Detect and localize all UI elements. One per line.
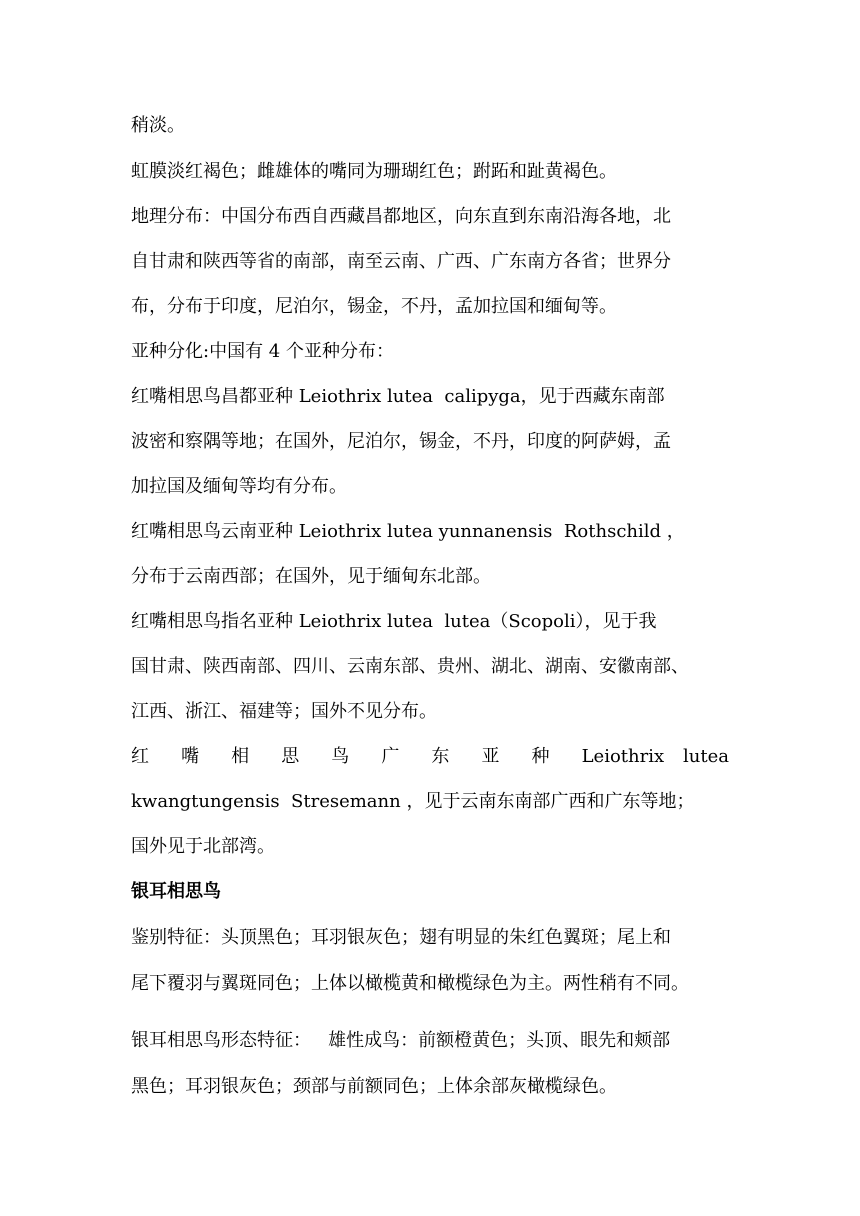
text-line: 红嘴相思鸟云南亚种 Leiothrix lutea yunnanensis Rothschild ， [131, 521, 685, 542]
text-line: 波密和察隅等地；在国外，尼泊尔，锡金，不丹，印度的阿萨姆，孟 [131, 431, 671, 452]
text-line: 分布于云南西部；在国外，见于缅甸东北部。 [131, 566, 491, 587]
text-line: 加拉国及缅甸等均有分布。 [131, 476, 347, 497]
text-line: 银耳相思鸟形态特征： 雄性成鸟：前额橙黄色；头顶、眼先和颊部 [131, 1030, 671, 1051]
text-line: 红嘴相思鸟指名亚种 Leiothrix lutea lutea（Scopoli），见于我 [131, 611, 657, 632]
text-line: 江西、浙江、福建等；国外不见分布。 [131, 701, 437, 722]
text-line: 尾下覆羽与翼斑同色；上体以橄榄黄和橄榄绿色为主。两性稍有不同。 [131, 973, 689, 994]
text-line: 自甘肃和陕西等省的南部，南至云南、广西、广东南方各省；世界分 [131, 251, 671, 272]
text-line: 红 嘴 相 思 鸟 广 东 亚 种 Leiothrix lutea [131, 746, 729, 767]
text-line: 红嘴相思鸟昌都亚种 Leiothrix lutea calipyga，见于西藏东南部 [131, 386, 665, 407]
text-line: 黑色；耳羽银灰色；颈部与前额同色；上体余部灰橄榄绿色。 [131, 1076, 617, 1097]
text-line: 布，分布于印度，尼泊尔，锡金，不丹，孟加拉国和缅甸等。 [131, 296, 617, 317]
text-line: 地理分布：中国分布西自西藏昌都地区，向东直到东南沿海各地，北 [131, 206, 671, 227]
text-line: 亚种分化:中国有 4 个亚种分布： [131, 341, 394, 362]
text-line: 鉴别特征：头顶黑色；耳羽银灰色；翅有明显的朱红色翼斑；尾上和 [131, 927, 671, 948]
text-line: 国外见于北部湾。 [131, 836, 275, 857]
section-heading: 银耳相思鸟 [131, 881, 221, 902]
text-line: 虹膜淡红褐色；雌雄体的嘴同为珊瑚红色；跗跖和趾黄褐色。 [131, 161, 617, 182]
text-line: 稍淡。 [131, 115, 185, 136]
text-line: kwangtungensis Stresemann ，见于云南东南部广西和广东等地； [131, 791, 695, 812]
text-line: 国甘肃、陕西南部、四川、云南东部、贵州、湖北、湖南、安徽南部、 [131, 656, 689, 677]
